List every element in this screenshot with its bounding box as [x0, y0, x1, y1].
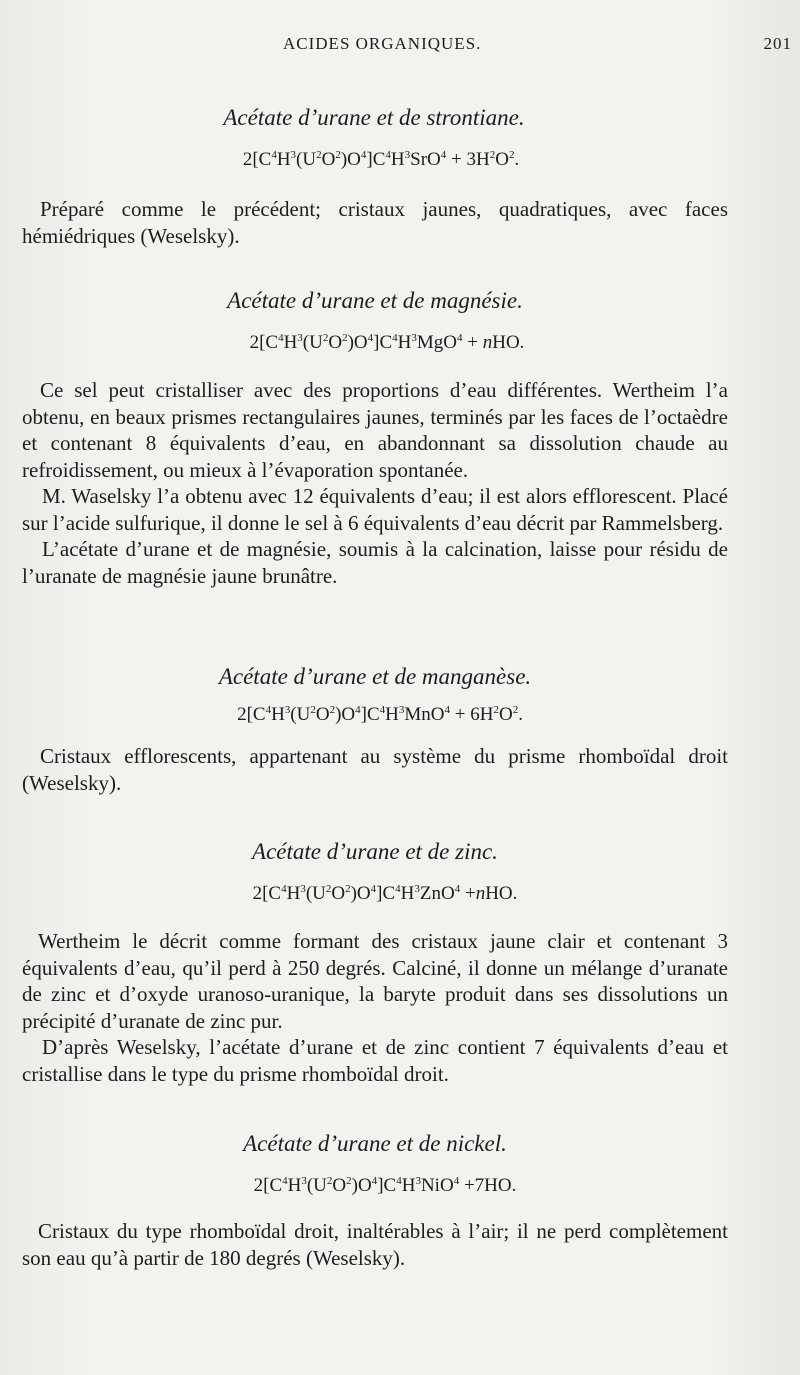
paragraph: Ce sel peut cristalliser avec des proportions d’eau différentes. Wertheim l’a obtenu, en beaux prismes rectangulaires jaunes, terminés par les faces de l’octaèdre et contenant 8 équivalents d’eau, en abandonnant sa dissolution chaude au refroidissement, ou mieux à l’évaporation spontanée. — [22, 378, 728, 482]
paragraph: M. Waselsky l’a obtenu avec 12 équivalents d’eau; il est alors efflorescent. Placé sur l’acide sulfurique, il donne le sel à 6 équivalents d’eau décrit par Rammelsberg. — [22, 484, 728, 535]
paragraph: Cristaux du type rhomboïdal droit, inaltérables à l’air; il ne perd complètement son eau qu’à partir de 180 degrés (Weselsky). — [22, 1219, 728, 1270]
paragraph: Cristaux efflorescents, appartenant au système du prisme rhomboïdal droit (Weselsky). — [22, 744, 728, 795]
section-zinc — [22, 838, 728, 1087]
section-title: Acétate d’urane et de nickel. — [243, 1131, 507, 1156]
section-title: Acétate d’urane et de manganèse. — [218, 664, 532, 689]
section-title: Acétate d’urane et de magnésie. — [227, 288, 523, 313]
section-title: Acétate d’urane et de strontiane. — [223, 105, 525, 130]
chemical-formula: $2[C^4H^3(U^2O^2)O^4]C^4H^3ZnO^4 +nHO$. — [252, 883, 518, 904]
running-title: ACIDES ORGANIQUES. — [283, 34, 482, 53]
paragraph: Wertheim le décrit comme formant des cristaux jaune clair et contenant 3 équivalents d’eau, qu’il perd à 250 degrés. Calciné, il donne un mélange d’uranate de zinc et d’oxyde uranoso-uranique, la baryte produit dans ses dissolutions un précipité d’uranate de zinc pur. — [22, 929, 728, 1033]
section-nickel — [22, 1130, 728, 1271]
section-title: Acétate d’urane et de zinc. — [252, 839, 498, 864]
paragraph: D’après Weselsky, l’acétate d’urane et de zinc contient 7 équivalents d’eau et cristallise dans le type du prisme rhomboïdal droit. — [22, 1035, 728, 1086]
page-number: 201 — [763, 34, 792, 53]
paragraph: Préparé comme le précédent; cristaux jaunes, quadratiques, avec faces hémiédriques (Weselsky). — [22, 197, 728, 248]
section-manganese — [22, 663, 728, 796]
chemical-formula: $2[C^4H^3(U^2O^2)O^4]C^4H^3MgO^4$ + nHO. — [249, 332, 525, 353]
paragraph: L’acétate d’urane et de magnésie, soumis à la calcination, laisse pour résidu de l’uranate de magnésie jaune brunâtre. — [22, 537, 728, 588]
section-strontiane — [22, 104, 728, 249]
page-header — [0, 34, 800, 58]
chemical-formula: $2[C^4H^3(U^2O^2)O^4]C^4H^3SrO^4 + 3H^2O^2$. — [242, 149, 520, 170]
chemical-formula: $2[C^4H^3(U^2O^2)O^4]C^4H^3MnO^4 + 6H^2O^2$. — [237, 704, 523, 725]
chemical-formula: $2[C^4H^3(U^2O^2)O^4]C^4H^3NiO^4 +7HO$. — [253, 1175, 517, 1196]
section-magnesie — [22, 287, 728, 589]
